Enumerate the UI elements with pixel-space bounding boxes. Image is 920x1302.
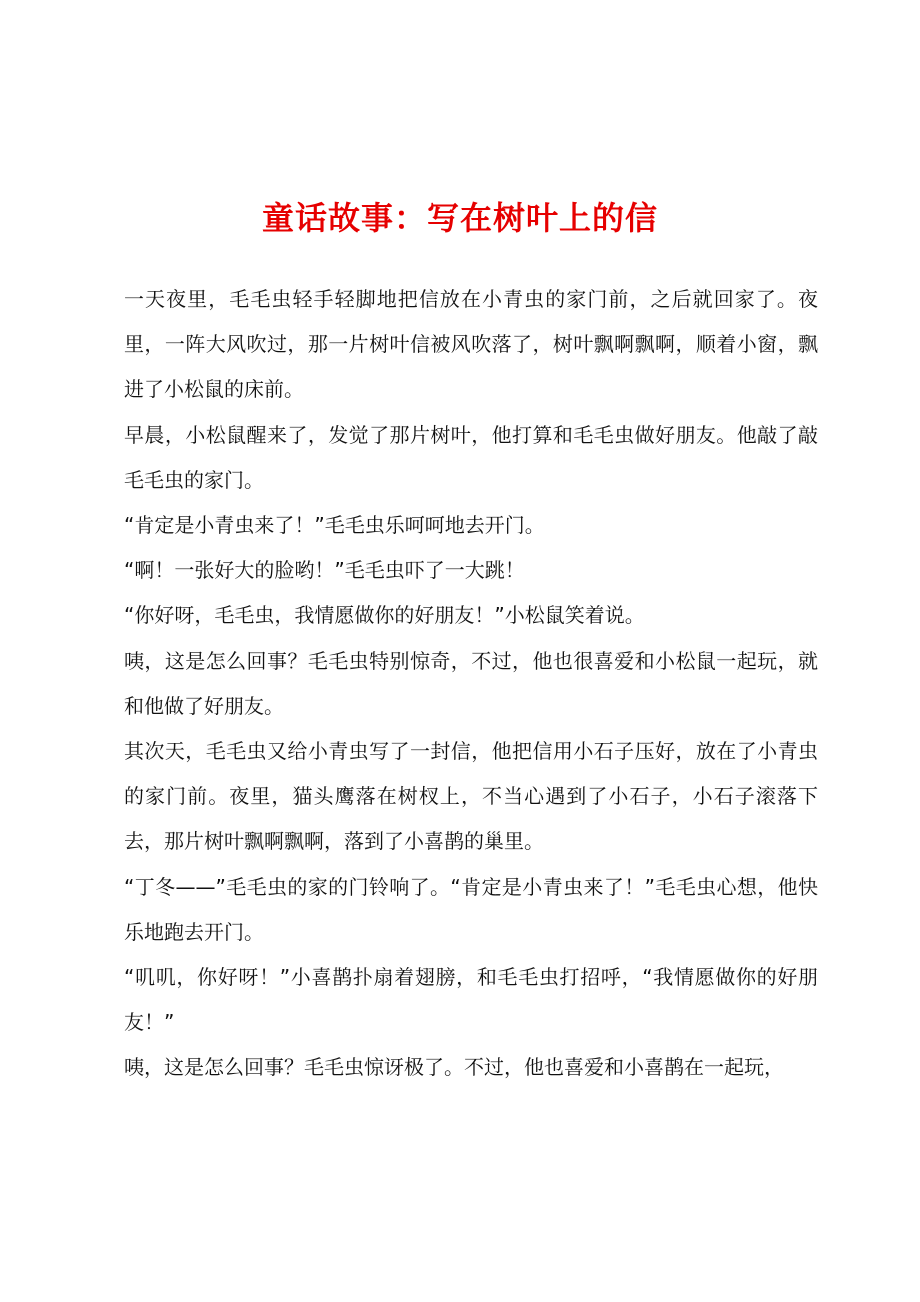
paragraph: “啊！一张好大的脸哟！”毛毛虫吓了一大跳！ — [124, 558, 525, 583]
document-body — [124, 277, 818, 1091]
document-title: 童话故事：写在树叶上的信 — [261, 199, 658, 237]
paragraph: 咦，这是怎么回事？毛毛虫特别惊奇，不过，他也很喜爱和小松鼠一起玩，就和他做了好朋友。 — [124, 648, 818, 718]
paragraph: 一天夜里，毛毛虫轻手轻脚地把信放在小青虫的家门前，之后就回家了。夜里，一阵大风吹过，那一片树叶信被风吹落了，树叶飘啊飘啊，顺着小窗，飘进了小松鼠的床前。 — [124, 287, 818, 402]
paragraph: “肯定是小青虫来了！”毛毛虫乐呵呵地去开门。 — [124, 513, 545, 538]
paragraph: “丁冬——”毛毛虫的家的门铃响了。“肯定是小青虫来了！”毛毛虫心想，他快乐地跑去开门。 — [124, 874, 818, 944]
paragraph: 早晨，小松鼠醒来了，发觉了那片树叶，他打算和毛毛虫做好朋友。他敲了敲毛毛虫的家门。 — [124, 422, 818, 492]
paragraph: “叽叽，你好呀！”小喜鹊扑扇着翅膀，和毛毛虫打招呼，“我情愿做你的好朋友！” — [124, 965, 818, 1035]
paragraph: 咦，这是怎么回事？毛毛虫惊讶极了。不过，他也喜爱和小喜鹊在一起玩， — [124, 1055, 784, 1080]
paragraph: 其次天，毛毛虫又给小青虫写了一封信，他把信用小石子压好，放在了小青虫的家门前。夜里，猫头鹰落在树杈上，不当心遇到了小石子，小石子滚落下去，那片树叶飘啊飘啊，落到了小喜鹊的巢里。 — [124, 739, 818, 854]
paragraph: “你好呀，毛毛虫，我情愿做你的好朋友！”小松鼠笑着说。 — [124, 603, 645, 628]
